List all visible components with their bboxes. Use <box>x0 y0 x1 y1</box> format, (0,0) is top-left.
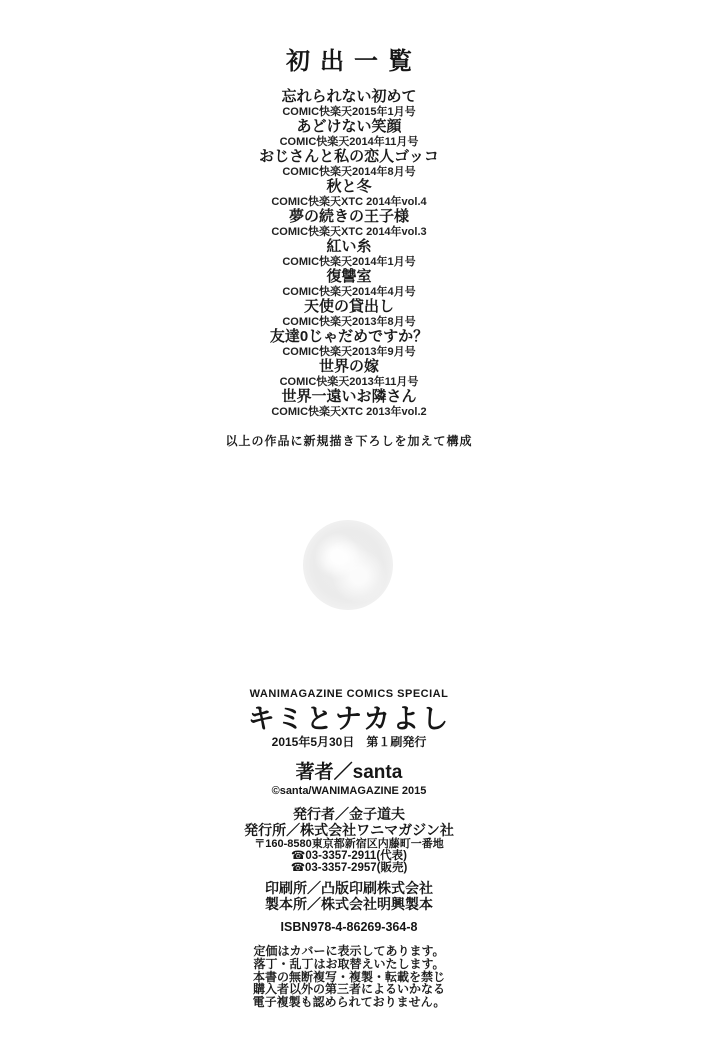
legal-notice-line: 落丁・乱丁はお取替えいたします。 <box>253 956 445 971</box>
author-line: 著者／santa <box>295 762 403 783</box>
first-publication-heading: 初出一覧 <box>286 48 422 75</box>
work-title: 紅い糸 <box>326 238 372 255</box>
work-source-magazine: COMIC快楽天2013年8月号 <box>282 316 416 328</box>
legal-notice <box>0 945 698 1009</box>
copyright-line: ©santa/WANIMAGAZINE 2015 <box>271 785 427 797</box>
print-date-info: 2015年5月30日 第１刷発行 <box>271 735 427 749</box>
work-title: 世界一遠いお隣さん <box>281 388 417 405</box>
work-source-magazine: COMIC快楽天2013年9月号 <box>282 346 416 358</box>
legal-notice-line: 購入者以外の第三者によるいかなる <box>252 982 445 997</box>
work-source-magazine: COMIC快楽天XTC 2014年vol.3 <box>271 226 427 238</box>
publication-item <box>0 118 698 148</box>
work-source-magazine: COMIC快楽天2014年4月号 <box>282 286 416 298</box>
legal-notice-line: 電子複製も認められておりません。 <box>252 995 446 1010</box>
publication-item <box>0 208 698 238</box>
work-title: 夢の続きの王子様 <box>288 208 409 225</box>
isbn-number: ISBN978-4-86269-364-8 <box>280 920 418 934</box>
publisher-person: 発行者／金子道夫 <box>293 806 405 822</box>
publication-item <box>0 148 698 178</box>
publication-item <box>0 238 698 268</box>
phone-sales: ☎03-3357-2957(販売) <box>290 862 408 874</box>
work-title: 天使の貸出し <box>303 298 394 315</box>
work-source-magazine: COMIC快楽天2015年1月号 <box>282 106 416 118</box>
printer-company: 印刷所／凸版印刷株式会社 <box>265 880 433 896</box>
colophon-section <box>0 688 698 1009</box>
compose-note: 以上の作品に新規描き下ろしを加えて構成 <box>225 434 473 448</box>
publisher-company: 発行所／株式会社ワニマガジン社 <box>244 822 454 838</box>
legal-notice-line: 定価はカバーに表示してあります。 <box>253 944 445 958</box>
work-source-magazine: COMIC快楽天XTC 2013年vol.2 <box>271 406 427 418</box>
first-publication-list <box>0 88 698 418</box>
first-publication-section <box>0 48 698 449</box>
book-title: キミとナカよし <box>247 704 451 734</box>
work-title: おじさんと私の恋人ゴッコ <box>259 148 439 165</box>
series-label: WANIMAGAZINE COMICS SPECIAL <box>249 688 449 700</box>
publisher-address: 〒160-8580東京都新宿区内藤町一番地 <box>254 838 444 850</box>
publication-item <box>0 328 698 358</box>
work-source-magazine: COMIC快楽天2014年8月号 <box>282 166 416 178</box>
work-source-magazine: COMIC快楽天2013年11月号 <box>279 376 419 388</box>
work-source-magazine: COMIC快楽天2014年11月号 <box>279 136 419 148</box>
work-title: 秋と冬 <box>326 178 372 195</box>
work-source-magazine: COMIC快楽天2014年1月号 <box>282 256 416 268</box>
binder-company: 製本所／株式会社明興製本 <box>265 896 433 912</box>
work-title: 忘れられない初めて <box>281 88 417 105</box>
publication-item <box>0 88 698 118</box>
work-title: 世界の嫁 <box>318 358 379 375</box>
phone-main: ☎03-3357-2911(代表) <box>291 850 407 862</box>
legal-notice-line: 本書の無断複写・複製・転載を禁じ <box>252 969 445 984</box>
publication-item <box>0 388 698 418</box>
work-source-magazine: COMIC快楽天XTC 2014年vol.4 <box>271 196 427 208</box>
publication-item <box>0 298 698 328</box>
publication-item <box>0 178 698 208</box>
faint-circle-watermark <box>303 520 393 610</box>
publication-item <box>0 268 698 298</box>
publication-item <box>0 358 698 388</box>
work-title: あどけない笑顔 <box>296 118 402 135</box>
work-title: 友達0じゃだめですか？ <box>269 328 429 345</box>
work-title: 復讐室 <box>326 268 372 285</box>
